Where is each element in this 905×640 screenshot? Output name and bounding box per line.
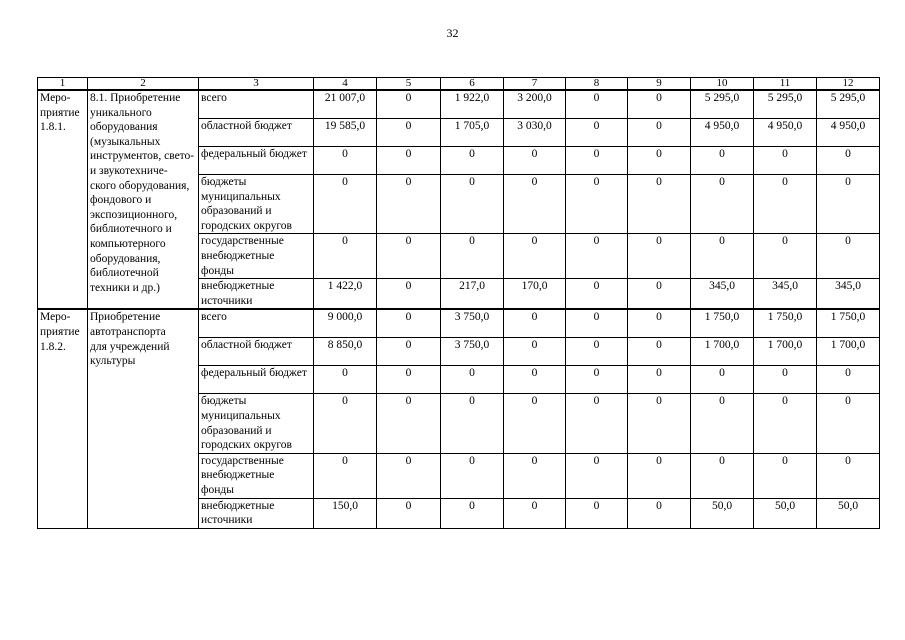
amount-cell: 5 295,0	[817, 90, 880, 119]
amount-cell: 0	[817, 394, 880, 453]
amount-cell: 0	[504, 453, 566, 498]
amount-cell: 3 030,0	[504, 119, 566, 147]
amount-cell: 1 700,0	[691, 338, 754, 366]
amount-cell: 0	[817, 147, 880, 175]
budget-table	[37, 77, 880, 529]
amount-cell: 1 422,0	[314, 279, 377, 310]
amount-cell: 345,0	[691, 279, 754, 310]
funding-source-cell: внебюджетные источники	[199, 498, 314, 528]
amount-cell: 0	[504, 366, 566, 394]
funding-source-cell: федеральный бюджет	[199, 147, 314, 175]
header-cell: 3	[199, 78, 314, 91]
amount-cell: 0	[441, 453, 504, 498]
amount-cell: 0	[628, 498, 691, 528]
amount-cell: 0	[691, 453, 754, 498]
amount-cell: 0	[817, 175, 880, 234]
amount-cell: 0	[628, 234, 691, 279]
amount-cell: 0	[628, 147, 691, 175]
amount-cell: 0	[628, 279, 691, 310]
funding-source-cell: бюджеты муниципальных образований и городских округов	[199, 394, 314, 453]
amount-cell: 50,0	[817, 498, 880, 528]
amount-cell: 0	[754, 147, 817, 175]
amount-cell: 0	[628, 366, 691, 394]
header-cell: 9	[628, 78, 691, 91]
amount-cell: 0	[314, 175, 377, 234]
amount-cell: 4 950,0	[754, 119, 817, 147]
header-cell: 7	[504, 78, 566, 91]
amount-cell: 4 950,0	[817, 119, 880, 147]
amount-cell: 0	[377, 234, 441, 279]
header-cell: 11	[754, 78, 817, 91]
amount-cell: 0	[377, 366, 441, 394]
event-name-cell: 8.1. Приобретение уникального оборудования (музыкальных инструментов, свето- и звукотехниче- ского оборудования, фондового и экспозиционного, библиотечного и компьютерного оборудования, библиотечной техники и др.)	[88, 90, 199, 309]
amount-cell: 0	[566, 119, 628, 147]
amount-cell: 0	[504, 338, 566, 366]
amount-cell: 0	[566, 90, 628, 119]
amount-cell: 1 750,0	[817, 309, 880, 338]
amount-cell: 1 922,0	[441, 90, 504, 119]
amount-cell: 0	[566, 498, 628, 528]
amount-cell: 0	[691, 234, 754, 279]
amount-cell: 1 750,0	[691, 309, 754, 338]
amount-cell: 0	[441, 366, 504, 394]
table-row	[38, 309, 880, 338]
funding-source-cell: федеральный бюджет	[199, 366, 314, 394]
amount-cell: 0	[377, 147, 441, 175]
amount-cell: 0	[441, 394, 504, 453]
amount-cell: 5 295,0	[754, 90, 817, 119]
header-cell: 12	[817, 78, 880, 91]
funding-source-cell: всего	[199, 90, 314, 119]
funding-source-cell: бюджеты муниципальных образований и городских округов	[199, 175, 314, 234]
amount-cell: 0	[377, 279, 441, 310]
amount-cell: 0	[566, 234, 628, 279]
amount-cell: 0	[377, 90, 441, 119]
amount-cell: 3 750,0	[441, 338, 504, 366]
amount-cell: 50,0	[691, 498, 754, 528]
amount-cell: 0	[628, 119, 691, 147]
header-row	[38, 78, 880, 91]
amount-cell: 0	[628, 175, 691, 234]
amount-cell: 345,0	[817, 279, 880, 310]
amount-cell: 5 295,0	[691, 90, 754, 119]
amount-cell: 0	[566, 453, 628, 498]
amount-cell: 0	[441, 175, 504, 234]
amount-cell: 0	[504, 309, 566, 338]
amount-cell: 0	[566, 279, 628, 310]
event-number-cell: Меро- приятие 1.8.1.	[38, 90, 88, 309]
header-cell: 5	[377, 78, 441, 91]
amount-cell: 0	[377, 175, 441, 234]
amount-cell: 0	[628, 309, 691, 338]
amount-cell: 0	[817, 366, 880, 394]
amount-cell: 0	[441, 147, 504, 175]
header-cell: 4	[314, 78, 377, 91]
amount-cell: 0	[628, 90, 691, 119]
amount-cell: 0	[314, 234, 377, 279]
amount-cell: 0	[504, 498, 566, 528]
amount-cell: 0	[377, 338, 441, 366]
amount-cell: 0	[377, 309, 441, 338]
amount-cell: 0	[504, 147, 566, 175]
page-number: 32	[446, 26, 459, 40]
funding-source-cell: областной бюджет	[199, 338, 314, 366]
amount-cell: 0	[566, 147, 628, 175]
amount-cell: 0	[754, 453, 817, 498]
amount-cell: 0	[377, 394, 441, 453]
amount-cell: 0	[377, 498, 441, 528]
table-body	[38, 90, 880, 528]
amount-cell: 19 585,0	[314, 119, 377, 147]
amount-cell: 0	[566, 175, 628, 234]
header-cell: 2	[88, 78, 199, 91]
amount-cell: 0	[817, 234, 880, 279]
table-row	[38, 90, 880, 119]
amount-cell: 21 007,0	[314, 90, 377, 119]
amount-cell: 0	[566, 394, 628, 453]
funding-source-cell: государственные внебюджетные фонды	[199, 234, 314, 279]
amount-cell: 0	[504, 394, 566, 453]
amount-cell: 0	[691, 147, 754, 175]
amount-cell: 4 950,0	[691, 119, 754, 147]
amount-cell: 150,0	[314, 498, 377, 528]
amount-cell: 0	[754, 175, 817, 234]
amount-cell: 0	[817, 453, 880, 498]
amount-cell: 0	[314, 147, 377, 175]
header-cell: 1	[38, 78, 88, 91]
funding-source-cell: государственные внебюджетные фонды	[199, 453, 314, 498]
amount-cell: 8 850,0	[314, 338, 377, 366]
funding-source-cell: внебюджетные источники	[199, 279, 314, 310]
amount-cell: 0	[628, 453, 691, 498]
amount-cell: 3 750,0	[441, 309, 504, 338]
amount-cell: 0	[754, 394, 817, 453]
amount-cell: 0	[754, 234, 817, 279]
amount-cell: 0	[314, 394, 377, 453]
event-name-cell: Приобретение автотранспорта для учреждений культуры	[88, 309, 199, 528]
header-cell: 8	[566, 78, 628, 91]
amount-cell: 0	[691, 366, 754, 394]
amount-cell: 0	[566, 366, 628, 394]
amount-cell: 0	[566, 338, 628, 366]
funding-source-cell: всего	[199, 309, 314, 338]
amount-cell: 9 000,0	[314, 309, 377, 338]
amount-cell: 345,0	[754, 279, 817, 310]
event-number-cell: Меро- приятие 1.8.2.	[38, 309, 88, 528]
amount-cell: 1 700,0	[754, 338, 817, 366]
amount-cell: 1 700,0	[817, 338, 880, 366]
amount-cell: 0	[691, 175, 754, 234]
amount-cell: 0	[441, 498, 504, 528]
amount-cell: 0	[314, 366, 377, 394]
amount-cell: 217,0	[441, 279, 504, 310]
funding-source-cell: областной бюджет	[199, 119, 314, 147]
amount-cell: 0	[628, 338, 691, 366]
amount-cell: 0	[504, 175, 566, 234]
amount-cell: 3 200,0	[504, 90, 566, 119]
amount-cell: 0	[628, 394, 691, 453]
amount-cell: 0	[691, 394, 754, 453]
amount-cell: 1 750,0	[754, 309, 817, 338]
amount-cell: 0	[754, 366, 817, 394]
amount-cell: 0	[314, 453, 377, 498]
header-cell: 10	[691, 78, 754, 91]
amount-cell: 170,0	[504, 279, 566, 310]
header-cell: 6	[441, 78, 504, 91]
amount-cell: 0	[441, 234, 504, 279]
amount-cell: 50,0	[754, 498, 817, 528]
amount-cell: 0	[566, 309, 628, 338]
amount-cell: 1 705,0	[441, 119, 504, 147]
amount-cell: 0	[504, 234, 566, 279]
amount-cell: 0	[377, 119, 441, 147]
amount-cell: 0	[377, 453, 441, 498]
